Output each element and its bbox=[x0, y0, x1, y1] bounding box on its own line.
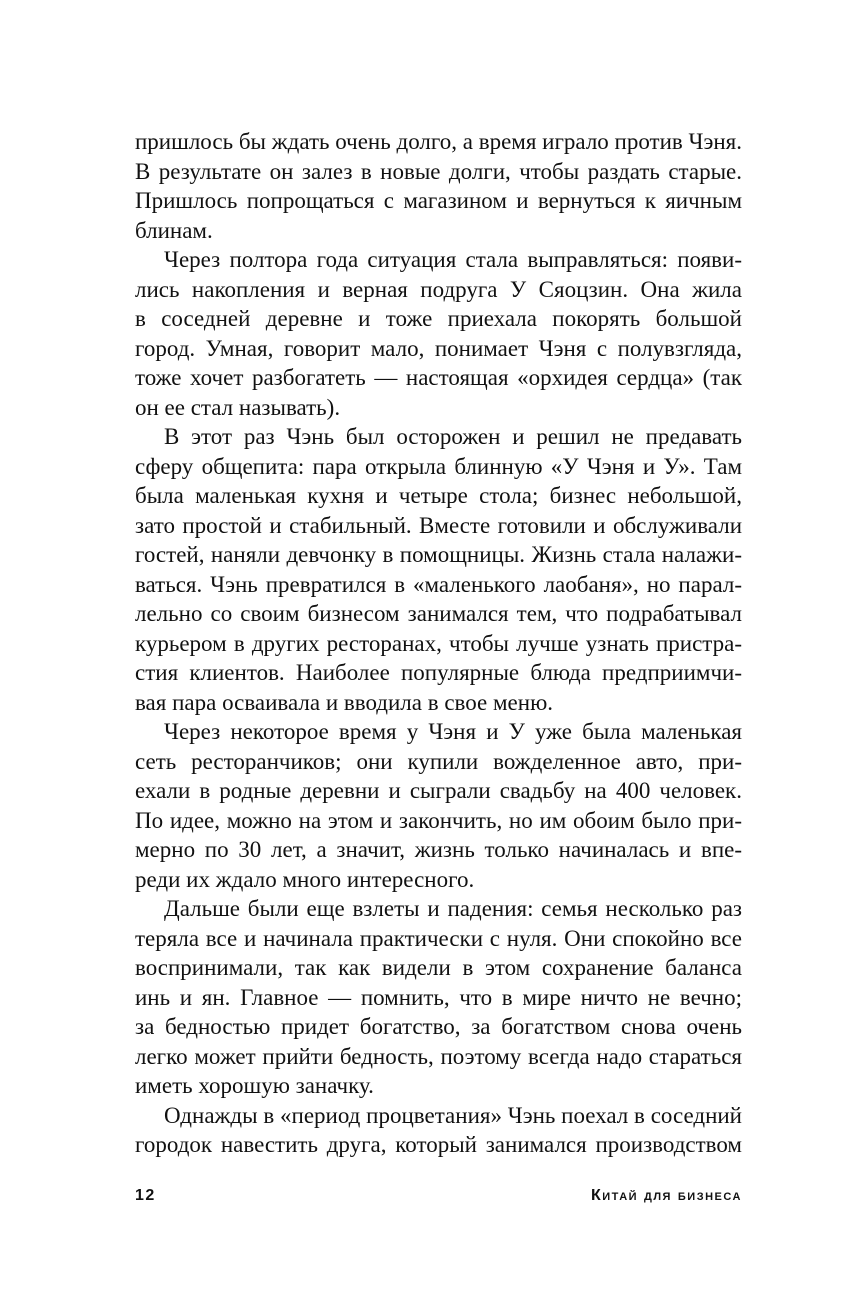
text-line: теряла все и начинала практически с нуля. Они спокойно все bbox=[135, 925, 742, 951]
running-title: Китай для бизнеса bbox=[591, 1187, 742, 1204]
text-line: блинам. bbox=[135, 217, 213, 243]
text-line: Однажды в «период процветания» Чэнь поехал в соседний bbox=[164, 1102, 742, 1128]
text-line: город. Умная, говорит мало, понимает Чэня с полувзгляда, bbox=[135, 335, 742, 361]
paragraph bbox=[135, 1101, 742, 1160]
text-line: Пришлось попрощаться с магазином и вернуться к яичным bbox=[135, 188, 742, 213]
text-line: инь и ян. Главное — помнить, что в мире ничто не вечно; bbox=[135, 984, 742, 1010]
text-line: воспринимали, так как видели в этом сохранение баланса bbox=[135, 955, 742, 980]
text-line: Через полтора года ситуация стала выправляться: появи- bbox=[164, 247, 742, 272]
text-line: В этот раз Чэнь был осторожен и решил не предавать bbox=[164, 424, 742, 449]
text-line: Через некоторое время у Чэня и У уже была маленькая bbox=[164, 719, 742, 744]
paragraph bbox=[135, 894, 742, 1101]
paragraph bbox=[135, 422, 742, 717]
page-body bbox=[135, 127, 742, 1160]
text-line: за бедностью придет богатство, за богатством снова очень bbox=[135, 1014, 742, 1039]
text-line: в соседней деревне и тоже приехала покорять большой bbox=[135, 306, 742, 331]
text-line: вая пара осваивала и вводила в свое меню. bbox=[135, 689, 553, 715]
paragraph bbox=[135, 245, 742, 422]
paragraph bbox=[135, 127, 742, 245]
text-line: Дальше были еще взлеты и падения: семья несколько раз bbox=[164, 896, 742, 921]
text-line: лельно со своим бизнесом занимался тем, что подрабатывал bbox=[135, 601, 742, 626]
page-number: 12 bbox=[135, 1187, 156, 1204]
text-line: легко может прийти бедность, поэтому всегда надо стараться bbox=[135, 1043, 742, 1069]
text-line: пришлось бы ждать очень долго, а время играло против Чэня. bbox=[135, 129, 742, 154]
page-footer bbox=[135, 1187, 742, 1211]
text-line: он ее стал называть). bbox=[135, 394, 341, 420]
text-line: лись накопления и верная подруга У Сяоцзин. Она жила bbox=[135, 276, 742, 302]
text-line: сеть ресторанчиков; они купили вожделенное авто, при- bbox=[135, 748, 742, 774]
text-line: иметь хорошую заначку. bbox=[135, 1073, 374, 1098]
text-line: реди их ждало много интересного. bbox=[135, 866, 475, 892]
text-line: ваться. Чэнь превратился в «маленького лаобаня», но парал- bbox=[135, 571, 742, 597]
text-line: По идее, можно на этом и закончить, но им обоим было при- bbox=[135, 807, 742, 833]
paragraph bbox=[135, 717, 742, 894]
text-line: тоже хочет разбогатеть — настоящая «орхидея сердца» (так bbox=[135, 365, 742, 390]
text-line: зато простой и стабильный. Вместе готовили и обслуживали bbox=[135, 512, 742, 538]
text-line: гостей, наняли девчонку в помощницы. Жизнь стала налажи- bbox=[135, 542, 742, 567]
text-line: сферу общепита: пара открыла блинную «У Чэня и У». Там bbox=[135, 453, 742, 479]
text-line: курьером в других ресторанах, чтобы лучше узнать пристра- bbox=[135, 630, 742, 656]
text-line: стия клиентов. Наиболее популярные блюда предприимчи- bbox=[135, 660, 742, 685]
text-line: В результате он залез в новые долги, чтобы раздать старые. bbox=[135, 158, 742, 184]
text-line: была маленькая кухня и четыре стола; бизнес небольшой, bbox=[135, 483, 742, 508]
text-line: ехали в родные деревни и сыграли свадьбу на 400 человек. bbox=[135, 778, 742, 803]
text-line: мерно по 30 лет, а значит, жизнь только начиналась и впе- bbox=[135, 837, 742, 862]
text-line: городок навестить друга, который занимался производством bbox=[135, 1132, 742, 1157]
